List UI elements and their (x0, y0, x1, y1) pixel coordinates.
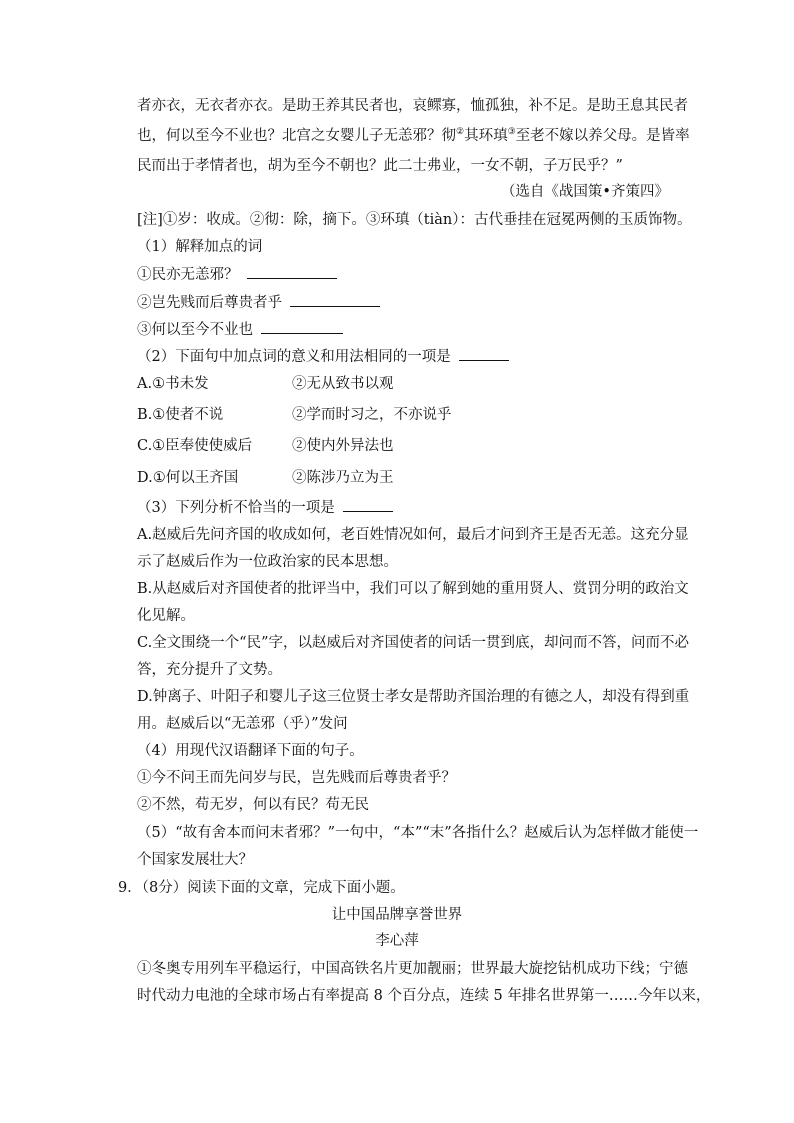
question-3-title (137, 497, 393, 518)
question-9-header: 9．（8分）阅读下面的文章，完成下面小题。 (118, 880, 405, 896)
question-2-option-d-left: D.①何以王齐国 (137, 470, 239, 486)
passage-line-2-part-b: 其环瑱 (464, 128, 508, 144)
question-1-item-2-text: ②岂先贱而后尊贵者乎 (137, 295, 282, 311)
passage-line-3: 民而出于孝情者也，胡为至今不朝也？此二士弗业，一女不朝，子万民乎？” (137, 158, 623, 174)
footnote-marker-2: ② (456, 127, 465, 138)
answer-blank[interactable] (290, 292, 380, 307)
question-2-title (137, 346, 509, 367)
question-2-option-c-right: ②使内外异法也 (292, 438, 394, 454)
answer-blank[interactable] (459, 346, 509, 361)
passage-source: （选自《战国策•齐策四》 (500, 184, 669, 200)
question-4-title: （4）用现代汉语翻译下面的句子。 (137, 743, 364, 759)
article-title: 让中国品牌享誉世界 (331, 907, 463, 923)
question-2-title-text: （2）下面句中加点词的意义和用法相同的一项是 (137, 349, 451, 365)
footnote-marker-3: ③ (507, 127, 516, 138)
question-3-line-6: 答，充分提升了文势。 (137, 662, 282, 678)
question-2-option-b-left: B.①使者不说 (137, 407, 224, 423)
question-1-item-3 (137, 319, 343, 340)
question-1-item-1 (137, 264, 337, 285)
answer-blank[interactable] (247, 264, 337, 279)
question-3-line-5: C.全文围绕一个“民”字，以赵威后对齐国使者的问话一贯到底，却问而不答，问而不必 (137, 635, 690, 651)
question-3-line-8: 用。赵威后以“无恙邪（乎）”发问 (137, 716, 348, 732)
question-1-item-3-text: ③何以至今不业也 (137, 322, 253, 338)
question-2-option-a-left: A.①书未发 (137, 376, 209, 392)
question-5-line-1: （5）“故有舍本而问末者邪？”一句中，“本”“末”各指什么？赵威后认为怎样做才能使一 (137, 825, 699, 841)
annotation-note: [注]①岁：收成。②彻：除，摘下。③环瑱（tiàn）：古代垂挂在冠冕两侧的玉质饰物。 (137, 212, 692, 228)
passage-line-2-part-a: 也，何以至今不业也？北宫之女婴儿子无恙邪？彻 (137, 128, 456, 144)
question-2-option-a-right: ②无从致书以观 (292, 376, 394, 392)
question-2-option-b-right: ②学而时习之，不亦说乎 (292, 407, 452, 423)
question-5-line-2: 个国家发展壮大？ (137, 852, 253, 868)
question-1-item-1-text: ①民亦无恙邪？ (137, 267, 239, 283)
question-3-line-4: 化见解。 (137, 608, 195, 624)
passage-line-2-part-c: 至老不嫁以养父母。是皆率 (515, 128, 690, 144)
answer-blank[interactable] (261, 319, 343, 334)
question-3-line-3: B.从赵威后对齐国使者的批评当中，我们可以了解到她的重用贤人、赏罚分明的政治文 (137, 581, 689, 597)
article-line-1: ①冬奥专用列车平稳运行，中国高铁名片更加靓丽；世界最大旋挖钻机成功下线；宁德 (137, 961, 688, 977)
question-2-option-c-left: C.①臣奉使使威后 (137, 438, 253, 454)
question-3-line-7: D.钟离子、叶阳子和婴儿子这三位贤士孝女是帮助齐国治理的有德之人，却没有得到重 (137, 689, 690, 705)
passage-line-1: 者亦衣，无衣者亦衣。是助王养其民者也，哀鳏寡，恤孤独，补不足。是助王息其民者 (137, 98, 688, 114)
question-4-item-2: ②不然，苟无岁，何以有民？苟无民 (137, 797, 369, 813)
question-2-option-d-right: ②陈涉乃立为王 (292, 470, 394, 486)
question-1-title: （1）解释加点的词 (137, 239, 263, 255)
question-3-title-text: （3）下列分析不恰当的一项是 (137, 500, 335, 516)
question-3-line-2: 示了赵威后作为一位政治家的民本思想。 (137, 554, 398, 570)
question-1-item-2 (137, 292, 380, 313)
question-3-line-1: A.赵威后先问齐国的收成如何，老百姓情况如何，最后才问到齐王是否无恙。这充分显 (137, 527, 689, 543)
question-4-item-1: ①今不问王而先问岁与民，岂先贱而后尊贵者乎？ (137, 770, 456, 786)
article-author: 李心萍 (375, 933, 419, 949)
answer-blank[interactable] (343, 497, 393, 512)
article-line-2: 时代动力电池的全球市场占有率提高 8 个百分点，连续 5 年排名世界第一……今年以来， (137, 988, 711, 1004)
passage-line-2 (137, 126, 690, 146)
